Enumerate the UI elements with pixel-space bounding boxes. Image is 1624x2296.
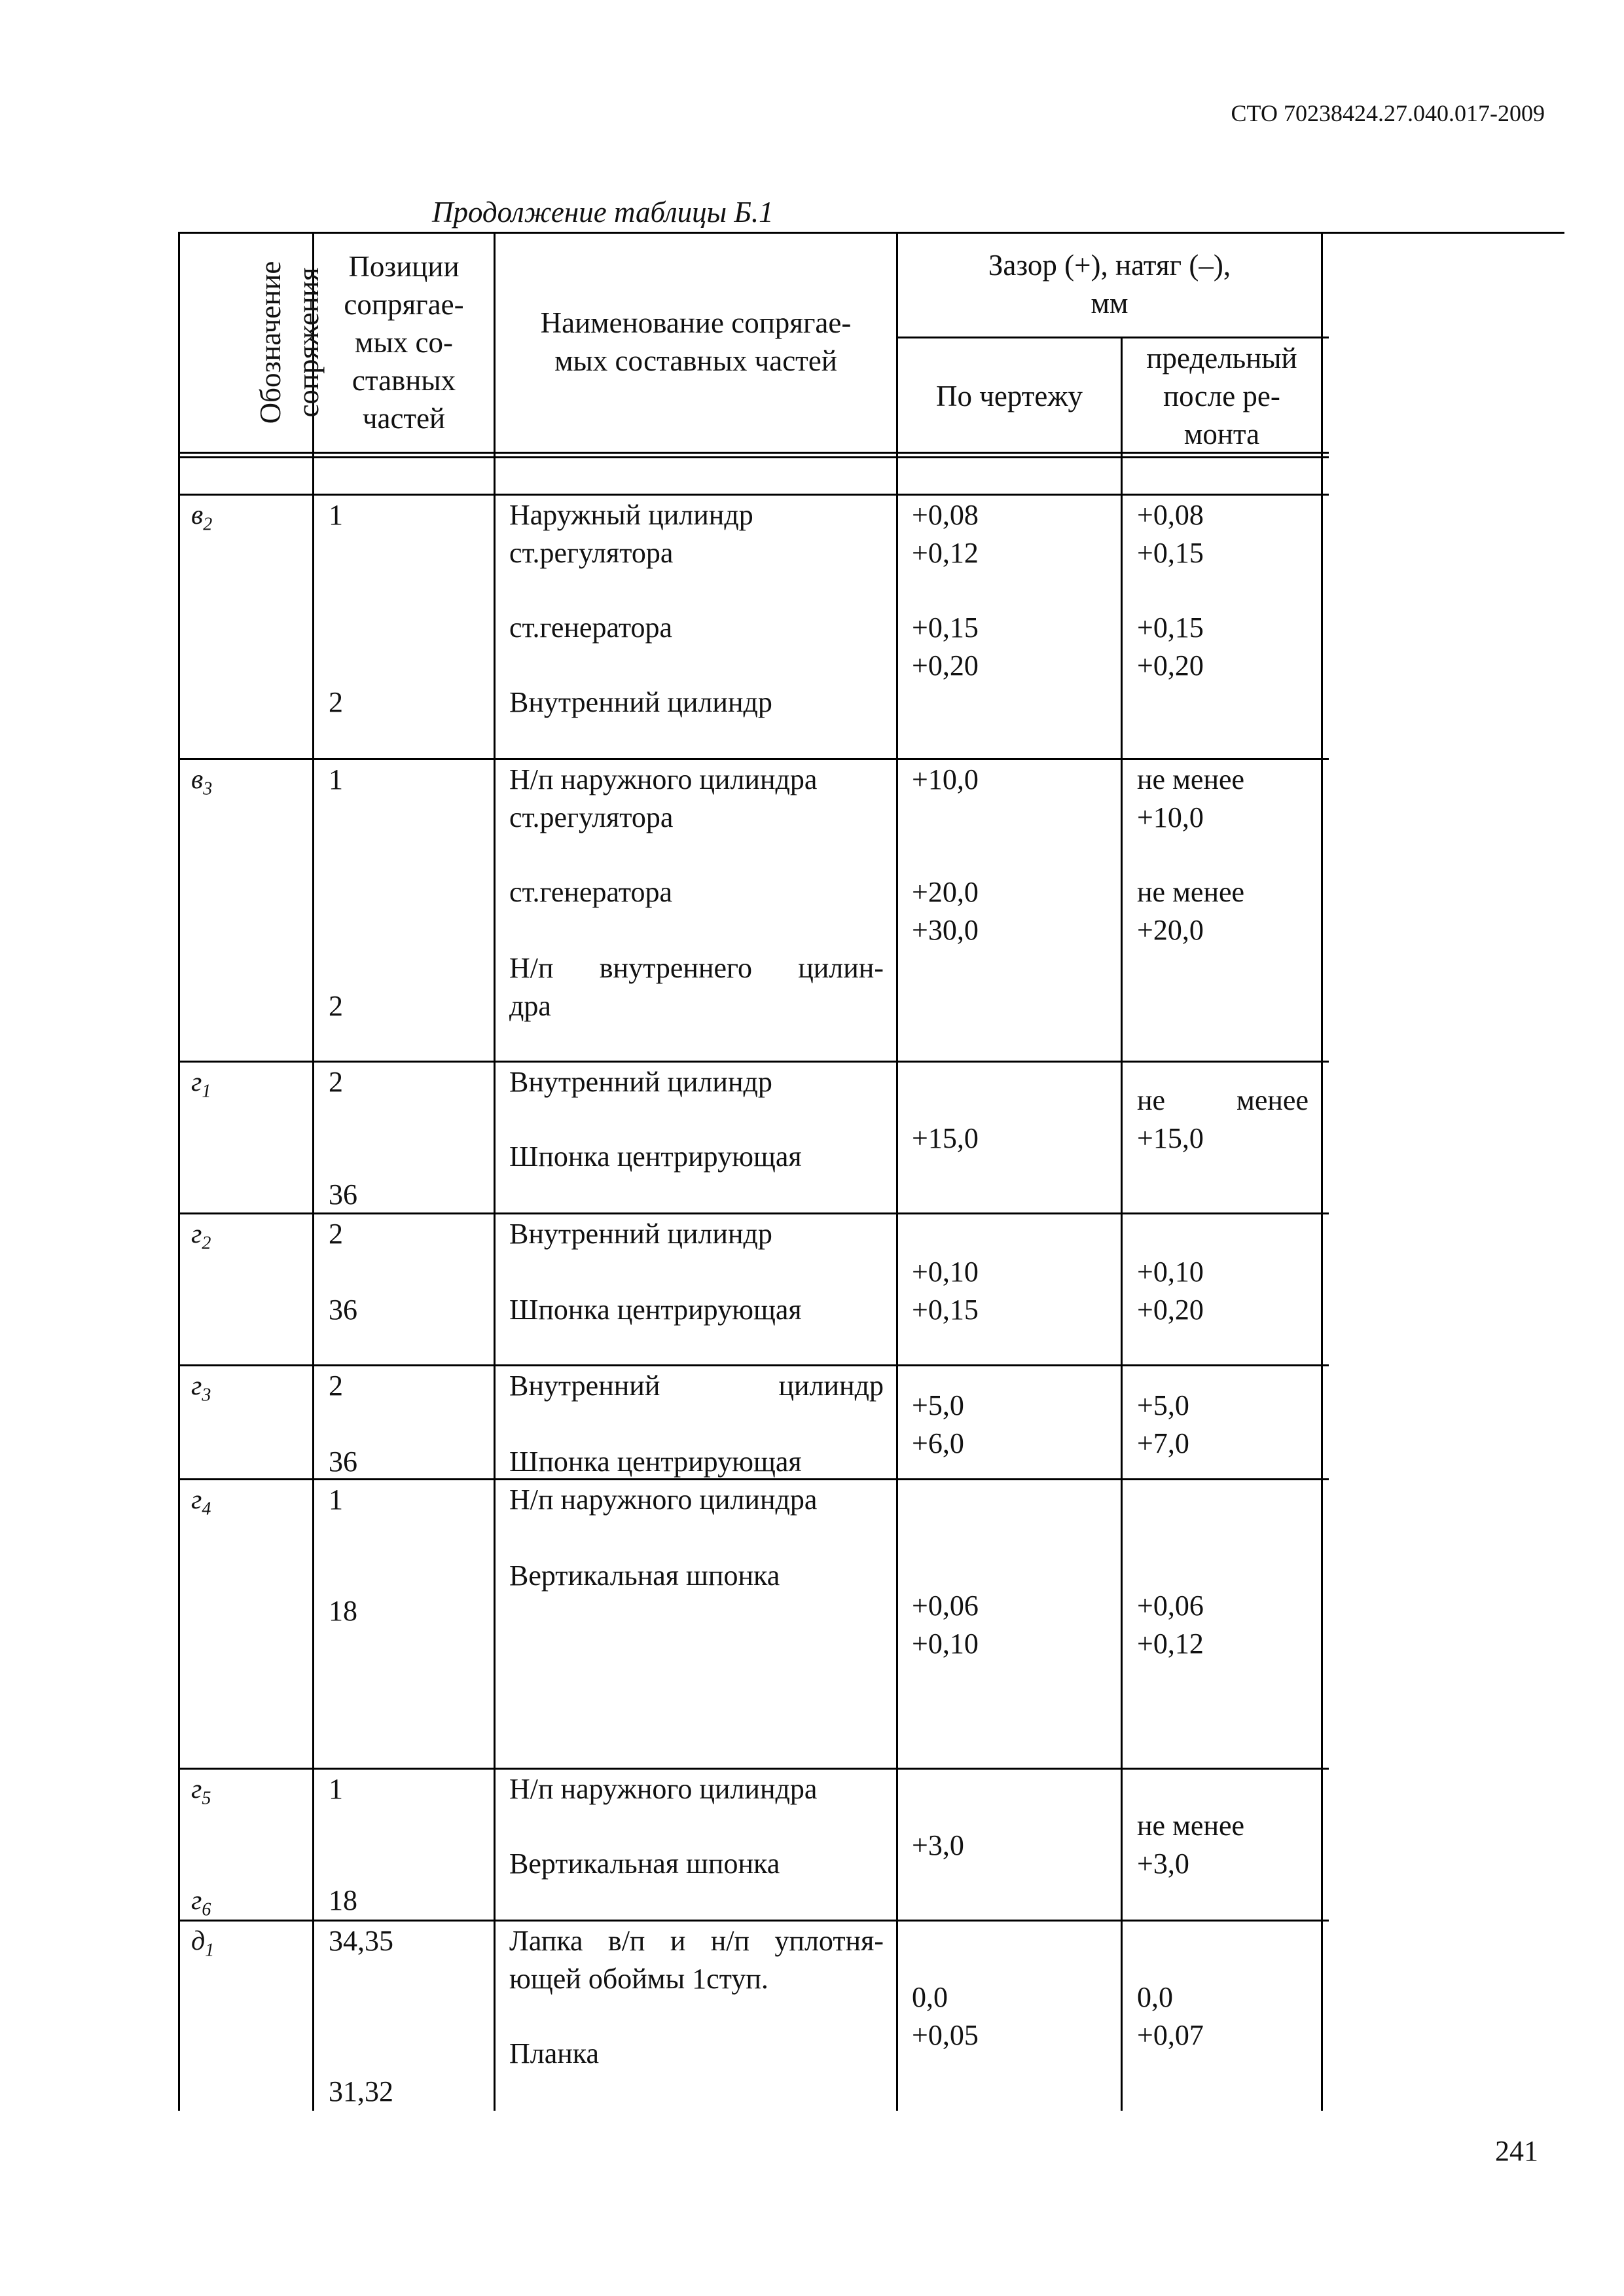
position-value: 2	[329, 1218, 343, 1250]
part-name: Шпонка центрирующая	[509, 1294, 802, 1326]
part-name: Шпонка центрирующая	[509, 1446, 802, 1478]
grid-line	[178, 1364, 1329, 1366]
drawing-value: +0,05	[912, 2019, 979, 2051]
limit-value: +7,0	[1137, 1427, 1189, 1459]
part-name: Н/п наружного цилиндра	[509, 1484, 818, 1516]
grid-line	[1121, 337, 1123, 2111]
drawing-value: +20,0	[912, 876, 979, 908]
drawing-value: +30,0	[912, 914, 979, 946]
limit-value: +0,15	[1137, 611, 1204, 644]
header-part-names	[496, 304, 896, 380]
grid-line	[896, 232, 898, 2111]
position-value: 36	[329, 1446, 357, 1478]
position-value: 1	[329, 499, 343, 531]
position-value: 2	[329, 990, 343, 1022]
joint-code: $в_2$	[191, 500, 213, 535]
position-value: 2	[329, 686, 343, 718]
header-text: предельный	[1146, 342, 1297, 374]
grid-line	[1321, 232, 1323, 2111]
part-name: ст.генератора	[509, 611, 673, 644]
part-name: Внутренний цилиндр	[509, 686, 772, 718]
header-text: мм	[1091, 287, 1128, 319]
limit-value: +0,20	[1137, 649, 1204, 682]
grid-line	[178, 1768, 1329, 1770]
drawing-value: +6,0	[912, 1427, 964, 1459]
part-name: Лапка в/п и н/п уплотня-	[509, 1925, 884, 1957]
limit-value: не менее	[1137, 763, 1245, 795]
grid-line	[178, 456, 1329, 458]
position-value: 2	[329, 1370, 343, 1402]
drawing-value: +5,0	[912, 1389, 964, 1421]
joint-code: $г_4$	[191, 1485, 211, 1520]
position-value: 31,32	[329, 2075, 393, 2107]
grid-line	[178, 494, 1329, 496]
header-text: Зазор (+), натяг (–),	[988, 249, 1231, 282]
part-name: Вертикальная шпонка	[509, 1559, 780, 1592]
part-name: дра	[509, 990, 551, 1022]
header-by-drawing	[898, 377, 1121, 415]
header-text: Позиции	[348, 250, 460, 283]
header-text: сопряжения	[292, 267, 325, 418]
part-name: Вертикальная шпонка	[509, 1848, 780, 1880]
limit-value: не менее	[1137, 876, 1245, 908]
drawing-value: +15,0	[912, 1122, 979, 1154]
joint-code: $д_1$	[191, 1926, 215, 1961]
part-name: Внутренний цилиндр	[509, 1066, 772, 1098]
grid-line	[178, 1920, 1329, 1922]
part-name: Н/п наружного цилиндра	[509, 763, 818, 795]
joint-code: $г_5$	[191, 1774, 211, 1809]
position-value: 18	[329, 1884, 357, 1916]
limit-value: +5,0	[1137, 1389, 1189, 1421]
limit-value: +15,0	[1137, 1122, 1204, 1154]
page-number: 241	[1495, 2135, 1538, 2167]
part-name: Внутренний цилиндр	[509, 1218, 772, 1250]
drawing-value: +10,0	[912, 763, 979, 795]
drawing-value: +0,12	[912, 537, 979, 569]
drawing-value: +0,10	[912, 1628, 979, 1660]
grid-line	[178, 758, 1329, 760]
joint-code: $г_3$	[191, 1371, 211, 1406]
limit-value: +0,20	[1137, 1294, 1204, 1326]
document-code: СТО 70238424.27.040.017-2009	[1231, 100, 1545, 126]
limit-value: +0,07	[1137, 2019, 1204, 2051]
part-name: ст.регулятора	[509, 537, 674, 569]
position-value: 34,35	[329, 1925, 393, 1957]
header-positions	[314, 247, 494, 437]
part-name: Н/п наружного цилиндра	[509, 1773, 818, 1805]
grid-line	[178, 1061, 1329, 1063]
part-name: Внутренний цилиндр	[509, 1370, 884, 1402]
grid-line	[494, 232, 496, 2111]
limit-value: +10,0	[1137, 801, 1204, 833]
limit-value: +0,15	[1137, 537, 1204, 569]
limit-value: +0,12	[1137, 1628, 1204, 1660]
position-value: 36	[329, 1178, 357, 1211]
position-value: 18	[329, 1595, 357, 1627]
limit-value: не менее	[1137, 1084, 1308, 1116]
limit-value: +20,0	[1137, 914, 1204, 946]
position-value: 1	[329, 1773, 343, 1805]
limit-value: +0,06	[1137, 1590, 1204, 1622]
header-text: мых составных частей	[554, 344, 837, 377]
part-name: ст.регулятора	[509, 801, 674, 833]
drawing-value: +0,10	[912, 1256, 979, 1288]
position-value: 1	[329, 763, 343, 795]
part-name: Н/п внутреннего цилин-	[509, 952, 884, 984]
joint-code: $г_1$	[191, 1067, 211, 1102]
header-text: мых со-	[355, 326, 453, 359]
joint-code: $г_2$	[191, 1219, 211, 1254]
limit-value: 0,0	[1137, 1981, 1173, 2013]
header-text: после ре-	[1163, 380, 1280, 412]
drawing-value: +3,0	[912, 1829, 964, 1861]
drawing-value: +0,06	[912, 1590, 979, 1622]
part-name: Наружный цилиндр	[509, 499, 753, 531]
limit-value: не менее	[1137, 1810, 1245, 1842]
header-text: По чертежу	[936, 380, 1083, 412]
header-text: частей	[362, 402, 446, 435]
header-limit	[1123, 339, 1321, 453]
grid-line	[898, 337, 1329, 338]
header-text: Наименование сопрягае-	[540, 306, 852, 339]
header-text: ставных	[352, 364, 456, 397]
position-value: 36	[329, 1294, 357, 1326]
header-text: сопрягае-	[344, 288, 464, 321]
limit-value: +0,08	[1137, 499, 1204, 531]
part-name: Шпонка центрирующая	[509, 1140, 802, 1173]
table-caption: Продолжение таблицы Б.1	[432, 196, 774, 228]
grid-line	[178, 232, 180, 2111]
drawing-value: +0,15	[912, 1294, 979, 1326]
limit-value: +0,10	[1137, 1256, 1204, 1288]
drawing-value: 0,0	[912, 1981, 948, 2013]
part-name: ющей обоймы 1ступ.	[509, 1963, 768, 1995]
grid-line	[312, 232, 314, 2111]
drawing-value: +0,15	[912, 611, 979, 644]
limit-value: +3,0	[1137, 1848, 1189, 1880]
position-value: 1	[329, 1484, 343, 1516]
part-name: Планка	[509, 2037, 600, 2069]
drawing-value: +0,20	[912, 649, 979, 682]
part-name: ст.генератора	[509, 876, 673, 908]
header-text: монта	[1183, 418, 1260, 450]
header-clearance	[898, 246, 1321, 322]
header-text: Обозначение	[254, 261, 287, 424]
position-value: 2	[329, 1066, 343, 1098]
drawing-value: +0,08	[912, 499, 979, 531]
grid-line	[178, 232, 1564, 234]
joint-code: $в_3$	[191, 765, 213, 799]
joint-code: $г_6$	[191, 1886, 211, 1920]
